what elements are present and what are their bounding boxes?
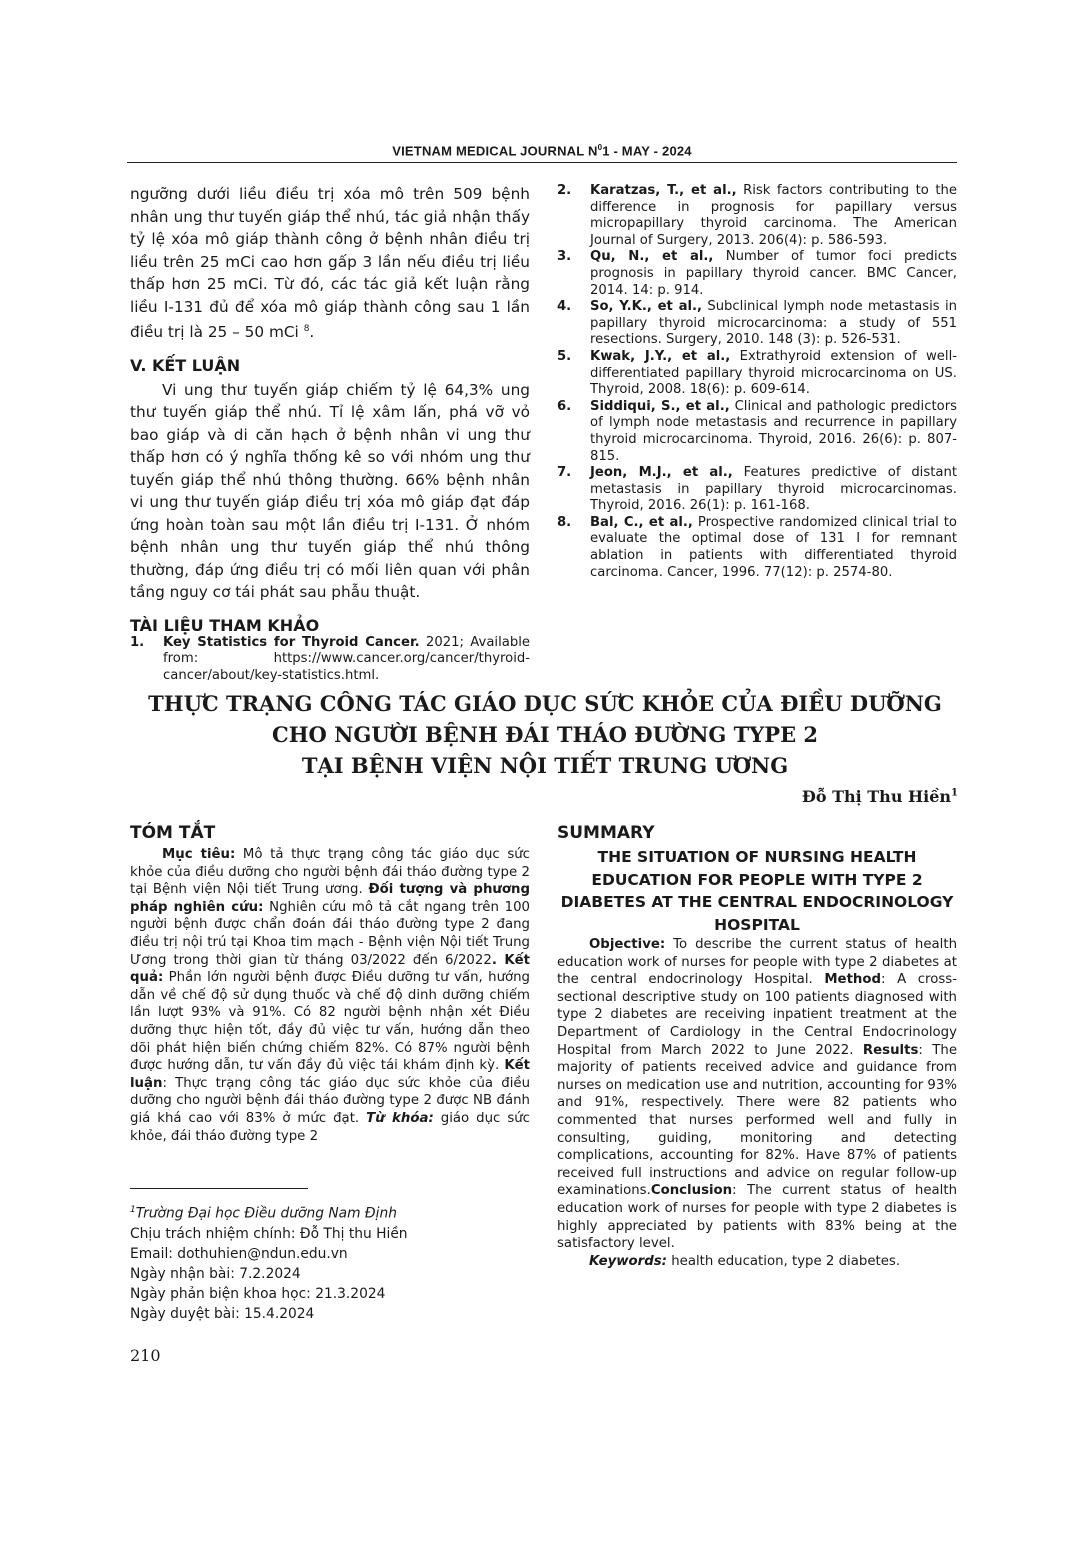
reference-item: 7. Jeon, M.J., et al., Features predictive of distant metastasis in papillary thyroid microcarcinomas. Thyroid, 2016. 26(1): p. 161-168. (557, 465, 957, 514)
footnote-email: Email: dothuhien@ndun.edu.vn (130, 1245, 348, 1262)
reference-list-right (557, 183, 957, 623)
abstract-vi-text: Mục tiêu: Mô tả thực trạng công tác giáo dục sức khỏe của điều dưỡng cho người bệnh đái tháo đường type 2 tại Bệnh viện Nội tiết Trung ương. Đối tượng và phương pháp nghiên cứu: Nghiên cứu mô tả cắt ngang trên 100 người bệnh được chẩn đoán đái tháo đường type 2 đang điều trị nội trú tại Khoa tim mạch - Bệnh viện Nội tiết Trung Ương trong thời gian từ tháng 03/2022 đến 6/2022. Kết quả: Phần lớn người bệnh được Điều dưỡng tư vấn, hướng dẫn về chế độ sử dụng thuốc và chế độ dinh dưỡng chiếm lần lượt 93% và 91%. Có 82 người bệnh nhận xét Điều dưỡng thực hiện tốt, đầy đủ việc tư vấn, hướng dẫn theo dõi phát hiện biến chứng chiếm 82%. Có 87% người bệnh được hướng dẫn, tư vấn đầy đủ việc tái khám định kỳ. Kết luận: Thực trạng công tác giáo dục sức khỏe của điều dưỡng cho người bệnh đái tháo đường type 2 được NB đánh giá khá cao với 83% ở mức đạt. Từ khóa: giáo dục sức khỏe, đái tháo đường type 2 (130, 847, 531, 1144)
footnote-received: Ngày nhận bài: 7.2.2024 (130, 1265, 301, 1282)
summary-en (557, 823, 957, 1270)
issue-number-sup: 0 (597, 143, 603, 152)
journal-header (127, 143, 957, 163)
page-number: 210 (130, 1346, 161, 1365)
footnote-accepted: Ngày duyệt bài: 15.4.2024 (130, 1305, 315, 1322)
article-title (110, 688, 980, 781)
summary-heading: SUMMARY (557, 823, 655, 843)
references-heading: TÀI LIỆU THAM KHẢO (130, 615, 320, 635)
footnote-reviewed: Ngày phản biện khoa học: 21.3.2024 (130, 1285, 386, 1302)
footnote-affiliation: $^1$Trường Đại học Điều dưỡng Nam Định (130, 1205, 397, 1222)
reference-item: 6. Siddiqui, S., et al., Clinical and pathologic predictors of lymph node metastasis and recurrence in papillary thyroid microcarcinoma. Thyroid, 2016. 26(6): p. 807-815. (557, 398, 957, 464)
summary-title: THE SITUATION OF NURSING HEALTH EDUCATION FOR PEOPLE WITH TYPE 2 DIABETES AT THE CENTRAL ENDOCRINOLOGY HOSPITAL (560, 848, 954, 934)
reference-item: 2. Karatzas, T., et al., Risk factors contributing to the difference in prognosis for papillary versus micropapillary thyroid carcinoma. The American Journal of Surgery, 2013. 206(4): p. 586-593. (557, 183, 957, 248)
journal-name: VIETNAM MEDICAL JOURNAL N (392, 143, 598, 159)
citation-sup: 8 (303, 324, 310, 334)
conclusion-heading: V. KẾT LUẬN (130, 355, 241, 375)
footnote-responsible: Chịu trách nhiệm chính: Đỗ Thị thu Hiền (130, 1225, 408, 1242)
abstract-vi-heading: TÓM TẮT (130, 823, 216, 843)
article-author: Đỗ Thị Thu Hiền$^1$ (801, 787, 958, 806)
reference-item: 8. Bal, C., et al., Prospective randomized clinical trial to evaluate the optimal dose of 131 I for remnant ablation in patients with differentiated thyroid carcinoma. Cancer, 1996. 77(12): p. 2574-80. (557, 514, 957, 580)
footnotes (130, 1200, 530, 1324)
summary-keywords: Keywords: health education, type 2 diabetes. (589, 1253, 901, 1269)
reference-item: 4. So, Y.K., et al., Subclinical lymph node metastasis in papillary thyroid microcarcinoma: a study of 551 resections. Surgery, 2010. 148 (3): p. 526-531. (557, 299, 957, 348)
article-title-line-1: THỰC TRẠNG CÔNG TÁC GIÁO DỤC SỨC KHỎE CỦA ĐIỀU DƯỠNG (148, 691, 942, 716)
issue-date: 1 - MAY - 2024 (602, 143, 692, 159)
reference-item: 5. Kwak, J.Y., et al., Extrathyroid extension of well-differentiated papillary thyroid microcarcinoma on US. Thyroid, 2008. 18(6): p. 609-614. (557, 348, 957, 398)
conclusion-text: Vi ung thư tuyến giáp chiếm tỷ lệ 64,3% ung thư tuyến giáp thể nhú. Tỉ lệ xâm lấn, phá vỡ vỏ bao giáp và di căn hạch ở bệnh nhân vi ung thư thấp hơn có ý nghĩa thống kê so với nhóm ung thư tuyến giáp thể nhú thông thường. 66% bệnh nhân vi ung thư tuyến giáp điều trị xóa mô giáp đạt đáp ứng hoàn toàn sau một lần điều trị I-131. Ở nhóm bệnh nhân ung thư tuyến giáp thể nhú thông thường, đáp ứng điều trị có mối liên quan với phân tầng nguy cơ tái phát sau phẫu thuật. (130, 380, 530, 602)
abstract-vi (130, 823, 530, 1145)
previous-article-left-column (130, 183, 530, 684)
article-title-line-2: CHO NGƯỜI BỆNH ĐÁI THÁO ĐƯỜNG TYPE 2 (271, 722, 819, 747)
article-title-line-3: TẠI BỆNH VIỆN NỘI TIẾT TRUNG ƯƠNG (301, 753, 789, 778)
discussion-paragraph: ngưỡng dưới liều điều trị xóa mô trên 509 bệnh nhân ung thư tuyến giáp thể nhú, tác giả nhận thấy tỷ lệ xóa mô giáp thành công ở bệnh nhân điều trị liều trên 25 mCi cao hơn gấp 3 lần nếu điều trị liều thấp hơn 25 mCi. Từ đó, các tác giả kết luận rằng liều I-131 đủ để xóa mô giáp thành công sau 1 lần điều trị là 25 – 50 mCi $^8$. (130, 185, 530, 342)
reference-list-left (130, 635, 530, 685)
reference-item: 3. Qu, N., et al., Number of tumor foci predicts prognosis in papillary thyroid cancer. BMC Cancer, 2014. 14: p. 914. (557, 249, 957, 298)
reference-item: 1. Key Statistics for Thyroid Cancer. 2021; Available from: https://www.cancer.org/cancer/thyroid-cancer/about/key-statistics.html. (130, 634, 530, 683)
summary-text: Objective: To describe the current status of health education work of nurses for people with type 2 diabetes at the central endocrinology Hospital. Method: A cross-sectional descriptive study on 100 patients diagnosed with type 2 diabetes are receiving inpatient treatment at the Department of Cardiology in the Central Endocrinology Hospital from March 2022 to June 2022. Results: The majority of patients received advice and guidance from nurses on medication use and nutrition, accounting for 93% and 91%, respectively. There were 82 patients who commented that nurses performed well and fully in consulting, guiding, monitoring and detecting complications, accounting for 82%. Have 87% of patients received full instructions and advice on regular follow-up examinations.Conclusion: The current status of health education work of nurses for people with type 2 diabetes is highly appreciated by patients with 83% being at the satisfactory level. (557, 937, 958, 1252)
footnote-divider (130, 1188, 308, 1189)
